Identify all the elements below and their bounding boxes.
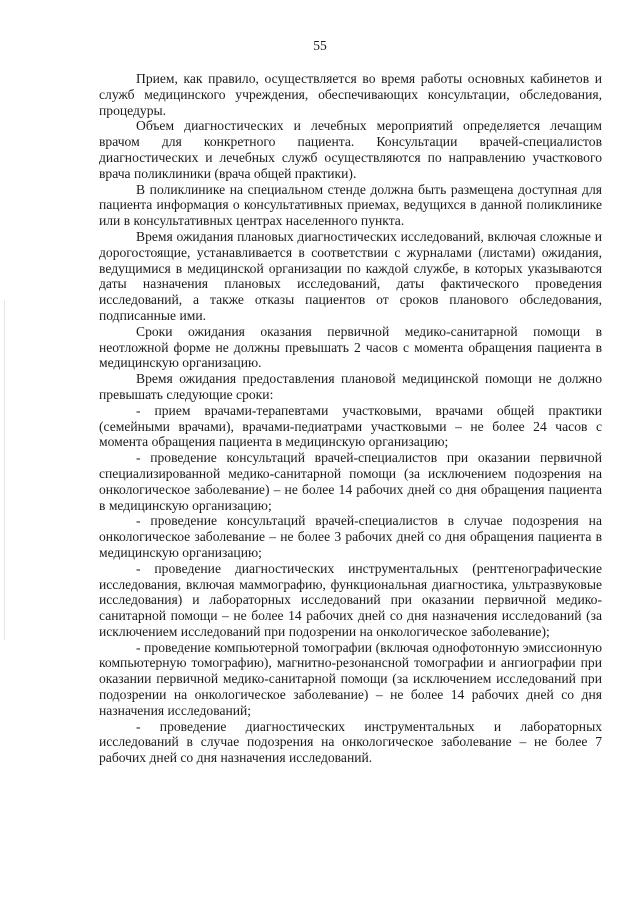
paragraph-reception-hours: Прием, как правило, осуществляется во время работы основных кабинетов и служб медицинского учреждения, обеспечивающих консультации, обследования, процедуры. <box>99 71 602 118</box>
paragraph-waiting-lists: Время ожидания плановых диагностических исследований, включая сложные и дорогостоящие, устанавливается в соответствии с журналами (листами) ожидания, ведущимися в медицинской организации по каждой службе, в которых указываются даты назначения плановых исследований, даты фактического проведения исследований, а также отказы пациентов от сроков планового обследования, подписанные ими. <box>99 228 602 323</box>
paragraph-scope-of-measures: Объем диагностических и лечебных мероприятий определяется лечащим врачом для конкретного пациента. Консультации врачей-специалистов диагностических и лечебных служб осуществляются по направлению участкового врача поликлиники (врача общей практики). <box>99 118 602 181</box>
list-item-instrumental-diagnostics: - проведение диагностических инструментальных (рентгенографические исследования, включая маммографию, функциональная диагностика, ультразвуковые исследования) и лабораторных исследований при оказании первичной медико-санитарной помощи – не более 14 рабочих дней со дня назначения исследований (за исключением исследований при подозрении на онкологическое заболевание); <box>99 560 602 639</box>
list-item-tomography: - проведение компьютерной томографии (включая однофотонную эмиссионную компьютерную томографию), магнитно-резонансной томографии и ангиографии при оказании первичной медико-санитарной помощи (за исключением исследований при подозрении на онкологическое заболевание) – не более 14 рабочих дней со дня назначения исследований; <box>99 639 602 718</box>
page-number: 55 <box>313 38 327 53</box>
list-item-therapist-reception: - прием врачами-терапевтами участковыми, врачами общей практики (семейными врачами), врачами-педиатрами участковыми – не более 24 часов с момента обращения пациента в медицинскую организацию; <box>99 402 602 450</box>
paragraph-planned-care-intro: Время ожидания предоставления плановой медицинской помощи не должно превышать следующие сроки: <box>99 371 602 402</box>
scan-margin-line <box>4 300 5 640</box>
document-body <box>99 71 602 766</box>
list-item-oncology-consultations: - проведение консультаций врачей-специалистов в случае подозрения на онкологическое заболевание – не более 3 рабочих дней со дня обращения пациента в медицинскую организацию; <box>99 513 602 560</box>
paragraph-urgent-care-time: Сроки ожидания оказания первичной медико-санитарной помощи в неотложной форме не должны превышать 2 часов с момента обращения пациента в медицинскую организацию. <box>99 323 602 371</box>
list-item-specialist-consultations: - проведение консультаций врачей-специалистов при оказании первичной специализированной медико-санитарной помощи (за исключением подозрения на онкологическое заболевание) – не более 14 рабочих дней со дня обращения пациента в медицинскую организацию; <box>99 450 602 513</box>
paragraph-information-stand: В поликлинике на специальном стенде должна быть размещена доступная для пациента информация о консультативных приемах, ведущихся в данной поликлинике или в консультативных центрах населенного пункта. <box>99 181 602 229</box>
list-item-oncology-diagnostics: - проведение диагностических инструментальных и лабораторных исследований в случае подозрения на онкологическое заболевание – не более 7 рабочих дней со дня назначения исследований. <box>99 718 602 766</box>
